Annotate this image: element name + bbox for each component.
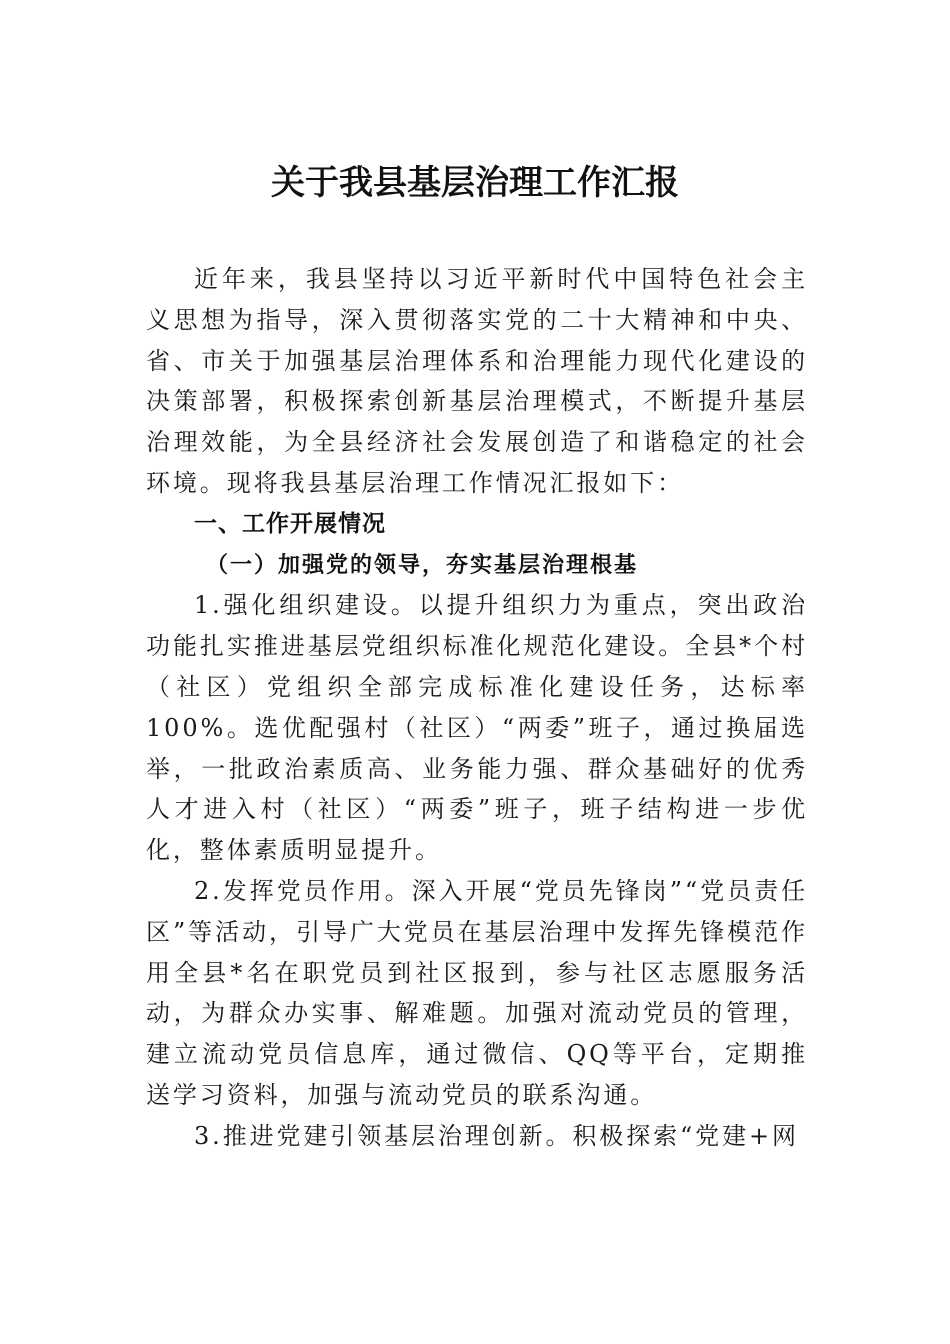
- document-body: [146, 259, 808, 1157]
- subsection-heading-1: （一）加强党的领导，夯实基层治理根基: [206, 551, 639, 578]
- item-paragraph-3: 3.推进党建引领基层治理创新。积极探索“党建+网: [194, 1121, 799, 1150]
- section-heading-1: 一、工作开展情况: [194, 510, 386, 537]
- item-paragraph-2: 2.发挥党员作用。深入开展“党员先锋岗”“党员责任区”等活动，引导广大党员在基层治理中发挥先锋模范作用全县*名在职党员到社区报到，参与社区志愿服务活动，为群众办实事、解难题。加强对流动党员的管理，建立流动党员信息库，通过微信、QQ等平台，定期推送学习资料，加强与流动党员的联系沟通。: [146, 876, 808, 1109]
- document-title: 关于我县基层治理工作汇报: [271, 163, 679, 203]
- item-paragraph-1: 1.强化组织建设。以提升组织力为重点，突出政治功能扎实推进基层党组织标准化规范化建设。全县*个村（社区）党组织全部完成标准化建设任务，达标率100%。选优配强村（社区）“两委”班子，通过换届选举，一批政治素质高、业务能力强、群众基础好的优秀人才进入村（社区）“两委”班子，班子结构进一步优化，整体素质明显提升。: [146, 591, 808, 865]
- intro-paragraph: 近年来，我县坚持以习近平新时代中国特色社会主义思想为指导，深入贯彻落实党的二十大精神和中央、省、市关于加强基层治理体系和治理能力现代化建设的决策部署，积极探索创新基层治理模式，不断提升基层治理效能，为全县经济社会发展创造了和谐稳定的社会环境。现将我县基层治理工作情况汇报如下：: [146, 265, 808, 497]
